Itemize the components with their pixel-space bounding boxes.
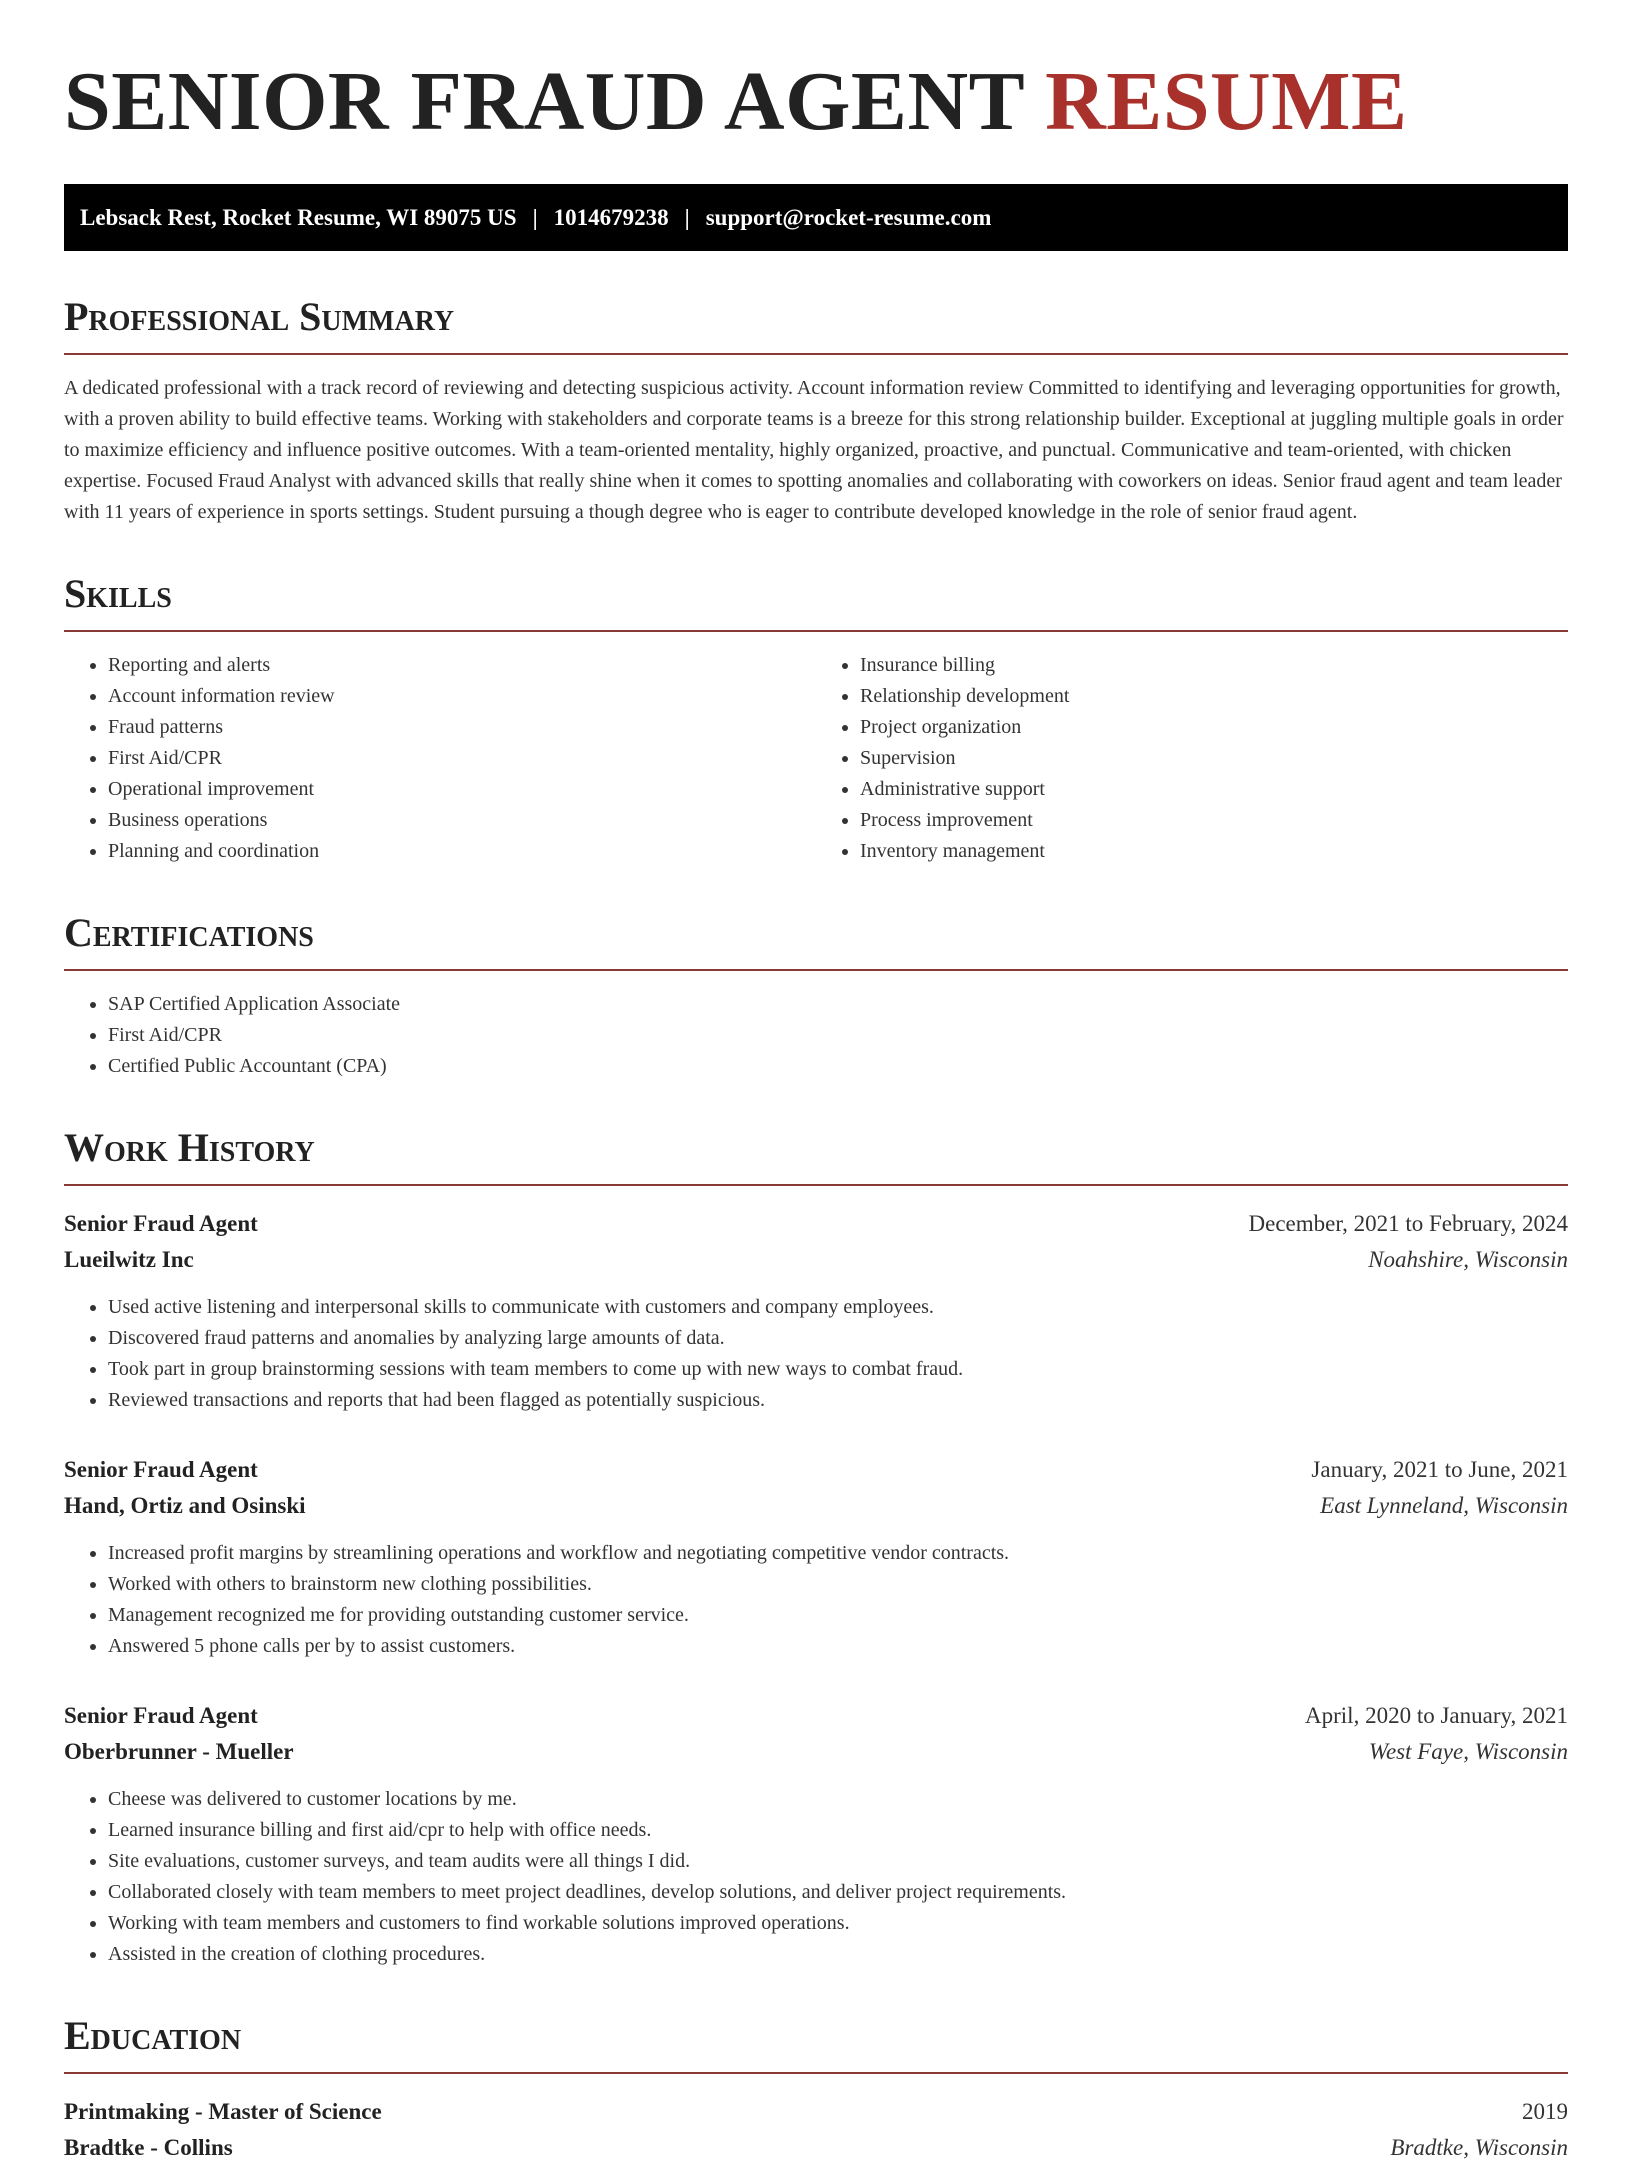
job-company-row xyxy=(64,1488,1568,1524)
job-duty-item: • Took part in group brainstorming sessions with team members to come up with new ways to combat fraud. xyxy=(108,1354,1568,1385)
title-main: SENIOR FRAUD AGENT xyxy=(64,55,1024,148)
skill-item: • Business operations xyxy=(108,805,816,836)
skills-columns xyxy=(64,632,1568,867)
contact-separator: | xyxy=(684,204,690,230)
skills-section xyxy=(64,572,1568,867)
skill-item: • Planning and coordination xyxy=(108,836,816,867)
job-duty-item: • Cheese was delivered to customer locations by me. xyxy=(108,1784,1568,1815)
contact-separator: | xyxy=(532,204,538,230)
skill-item: • Relationship development xyxy=(860,681,1568,712)
title-accent: RESUME xyxy=(1045,55,1408,148)
job-duty-item: • Management recognized me for providing outstanding customer service. xyxy=(108,1600,1568,1631)
skill-item: • Reporting and alerts xyxy=(108,650,816,681)
job-duty-item: • Collaborated closely with team members to meet project deadlines, develop solutions, and deliver project requirements. xyxy=(108,1877,1568,1908)
job-duty-item: • Learned insurance billing and first aid/cpr to help with office needs. xyxy=(108,1815,1568,1846)
skill-item: • Project organization xyxy=(860,712,1568,743)
job-location: East Lynneland, Wisconsin xyxy=(1320,1493,1568,1518)
resume-title xyxy=(64,0,1568,148)
section-heading: Skills xyxy=(64,572,1568,632)
education-entry xyxy=(64,2094,1568,2166)
job-title: Senior Fraud Agent xyxy=(64,1703,258,1728)
skill-item: • Fraud patterns xyxy=(108,712,816,743)
job-duties-list xyxy=(64,1538,1568,1662)
job-duties-list xyxy=(64,1292,1568,1416)
job-title: Senior Fraud Agent xyxy=(64,1457,258,1482)
job-duty-item: • Discovered fraud patterns and anomalies by analyzing large amounts of data. xyxy=(108,1323,1568,1354)
education-row xyxy=(64,2130,1568,2166)
job-duty-item: • Answered 5 phone calls per by to assist customers. xyxy=(108,1631,1568,1662)
job-location: Noahshire, Wisconsin xyxy=(1368,1247,1568,1272)
certification-item: • SAP Certified Application Associate xyxy=(108,989,1568,1020)
education-year: 2019 xyxy=(1522,2099,1568,2124)
contact-address: Lebsack Rest, Rocket Resume, WI 89075 US xyxy=(80,204,517,230)
skill-item: • Administrative support xyxy=(860,774,1568,805)
job-duty-item: • Assisted in the creation of clothing procedures. xyxy=(108,1939,1568,1970)
job-entry xyxy=(64,1206,1568,1416)
skills-list-right xyxy=(816,650,1568,867)
education-location: Bradtke, Wisconsin xyxy=(1390,2135,1568,2160)
certifications-section xyxy=(64,911,1568,1082)
education-degree: Printmaking - Master of Science xyxy=(64,2099,382,2124)
section-heading: Education xyxy=(64,2014,1568,2074)
job-location: West Faye, Wisconsin xyxy=(1368,1739,1568,1764)
section-heading: Work History xyxy=(64,1126,1568,1186)
contact-email: support@rocket-resume.com xyxy=(705,204,992,230)
skill-item: • First Aid/CPR xyxy=(108,743,816,774)
job-duty-item: • Worked with others to brainstorm new clothing possibilities. xyxy=(108,1569,1568,1600)
job-dates: April, 2020 to January, 2021 xyxy=(1305,1703,1568,1728)
contact-phone: 1014679238 xyxy=(553,204,669,230)
job-entry xyxy=(64,1698,1568,1970)
certification-item: • Certified Public Accountant (CPA) xyxy=(108,1051,1568,1082)
job-duty-item: • Used active listening and interpersonal skills to communicate with customers and company employees. xyxy=(108,1292,1568,1323)
section-heading: Certifications xyxy=(64,911,1568,971)
job-duties-list xyxy=(64,1784,1568,1970)
job-company: Oberbrunner - Mueller xyxy=(64,1739,294,1764)
job-entry xyxy=(64,1452,1568,1662)
job-header-row xyxy=(64,1206,1568,1242)
job-company-row xyxy=(64,1242,1568,1278)
job-company: Hand, Ortiz and Osinski xyxy=(64,1493,306,1518)
job-dates: December, 2021 to February, 2024 xyxy=(1248,1211,1568,1236)
jobs-container xyxy=(64,1206,1568,1970)
summary-text: A dedicated professional with a track record of reviewing and detecting suspicious activity. Account information review Committed to identifying and leveraging opportunities for growth, with a proven ability to build effective teams. Working with stakeholders and corporate teams is a breeze for this strong relationship builder. Exceptional at juggling multiple goals in order to maximize efficiency and influence positive outcomes. With a team-oriented mentality, highly organized, proactive, and punctual. Communicative and team-oriented, with chicken expertise. Focused Fraud Analyst with advanced skills that really shine when it comes to spotting anomalies and collaborating with coworkers on ideas. Senior fraud agent and team leader with 11 years of experience in sports settings. Student pursuing a though degree who is eager to contribute developed knowledge in the role of senior fraud agent. xyxy=(64,377,1564,523)
education-school: Bradtke - Collins xyxy=(64,2135,233,2160)
job-header-row xyxy=(64,1452,1568,1488)
job-duty-item: • Increased profit margins by streamlining operations and workflow and negotiating competitive vendor contracts. xyxy=(108,1538,1568,1569)
section-heading: Professional Summary xyxy=(64,295,1568,355)
skill-item: • Process improvement xyxy=(860,805,1568,836)
certifications-list xyxy=(64,989,1568,1082)
skill-item: • Supervision xyxy=(860,743,1568,774)
certification-item: • First Aid/CPR xyxy=(108,1020,1568,1051)
job-duty-item: • Reviewed transactions and reports that had been flagged as potentially suspicious. xyxy=(108,1385,1568,1416)
job-header-row xyxy=(64,1698,1568,1734)
work-history-section xyxy=(64,1126,1568,1970)
job-title: Senior Fraud Agent xyxy=(64,1211,258,1236)
job-company: Lueilwitz Inc xyxy=(64,1247,194,1272)
skill-item: • Account information review xyxy=(108,681,816,712)
job-duty-item: • Working with team members and customers to find workable solutions improved operations. xyxy=(108,1908,1568,1939)
education-row xyxy=(64,2094,1568,2130)
skills-list-left xyxy=(64,650,816,867)
skill-item: • Inventory management xyxy=(860,836,1568,867)
job-dates: January, 2021 to June, 2021 xyxy=(1311,1457,1568,1482)
job-duty-item: • Site evaluations, customer surveys, and team audits were all things I did. xyxy=(108,1846,1568,1877)
job-company-row xyxy=(64,1734,1568,1770)
professional-summary-section xyxy=(64,295,1568,528)
education-section xyxy=(64,2014,1568,2166)
skill-item: • Insurance billing xyxy=(860,650,1568,681)
skill-item: • Operational improvement xyxy=(108,774,816,805)
contact-bar xyxy=(64,184,1568,251)
